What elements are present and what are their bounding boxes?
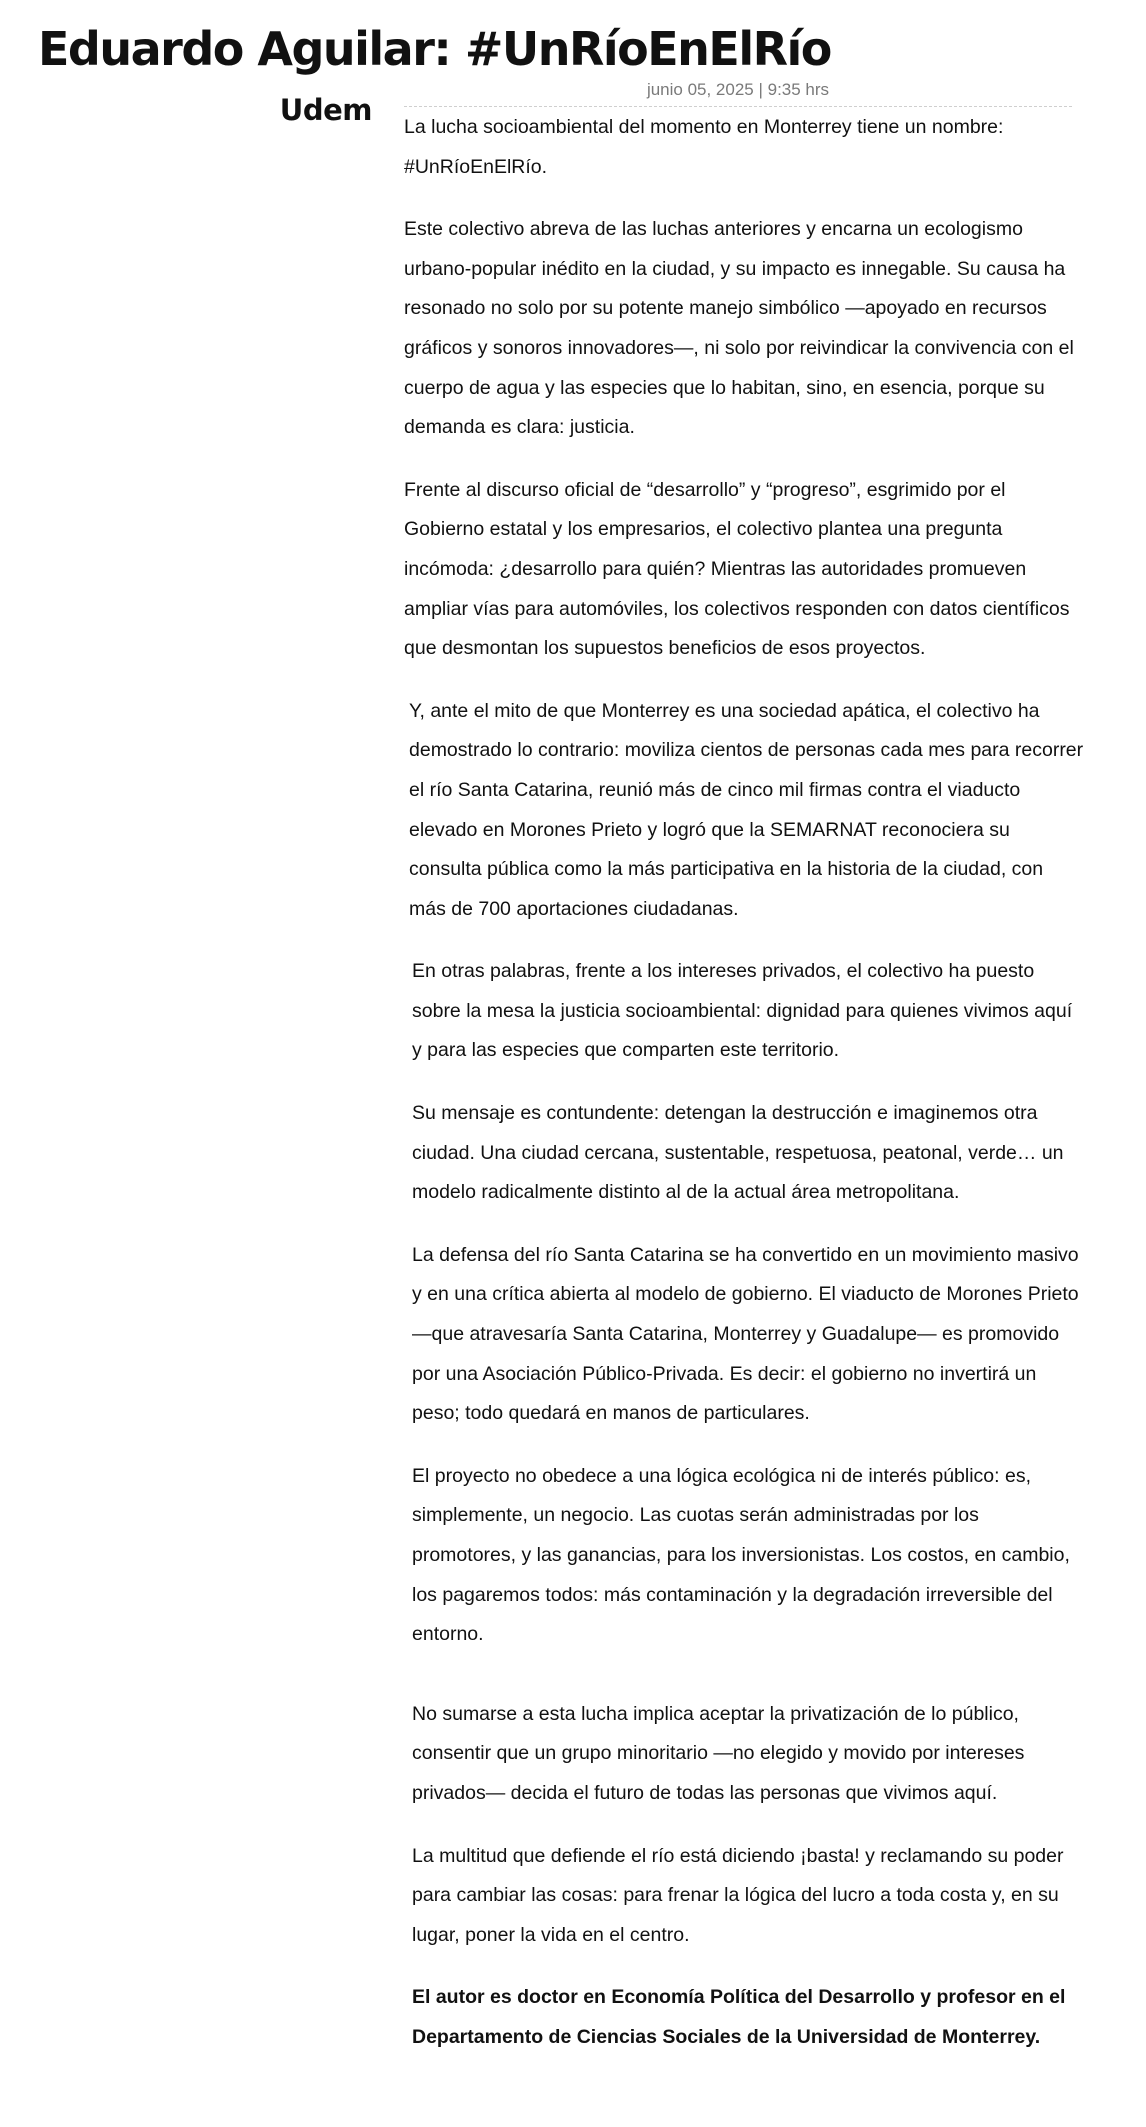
paragraph-2: Este colectivo abreva de las luchas anteriores y encarna un ecologismo urbano-popular inédito en la ciudad, y su impacto es innegable. Su causa ha resonado no solo por su potente manejo simbólico —apoyado en recursos gráficos y sonoros innovadores—, ni solo por reivindicar la convivencia con el cuerpo de agua y las especies que lo habitan, sino, en esencia, porque su demanda es clara: justicia. <box>404 218 1074 439</box>
paragraph-6: Su mensaje es contundente: detengan la destrucción e imaginemos otra ciudad. Una ciudad cercana, sustentable, respetuosa, peatonal, verde… un modelo radicalmente distinto al de la actual área metropolitana. <box>412 1102 1064 1204</box>
article-dateline: junio 05, 2025 | 9:35 hrs <box>404 80 1072 107</box>
paragraph-7: La defensa del río Santa Catarina se ha convertido en un movimiento masivo y en una crítica abierta al modelo de gobierno. El viaducto de Morones Prieto —que atravesaría Santa Catarina, Monterrey y Guadalupe— es promovido por una Asociación Público-Privada. Es decir: el gobierno no invertirá un peso; todo quedará en manos de particulares. <box>412 1243 1079 1425</box>
page-title: Eduardo Aguilar: #UnRíoEnElRío <box>38 22 831 76</box>
byline-source: Udem <box>279 93 372 127</box>
paragraph-3: Frente al discurso oficial de “desarrollo” y “progreso”, esgrimido por el Gobierno estatal y los empresarios, el colectivo plantea una pregunta incómoda: ¿desarrollo para quién? Mientras las autoridades promueven ampliar vías para automóviles, los colectivos responden con datos científicos que desmontan los supuestos beneficios de esos proyectos. <box>404 478 1070 660</box>
paragraph-5: En otras palabras, frente a los intereses privados, el colectivo ha puesto sobre la mesa la justicia socioambiental: dignidad para quienes vivimos aquí y para las especies que comparten este territorio. <box>412 960 1073 1062</box>
paragraph-1: La lucha socioambiental del momento en Monterrey tiene un nombre: #UnRíoEnElRío. <box>404 116 1004 178</box>
paragraph-4: Y, ante el mito de que Monterrey es una sociedad apática, el colectivo ha demostrado lo contrario: moviliza cientos de personas cada mes para recorrer el río Santa Catarina, reunió más de cinco mil firmas contra el viaducto elevado en Morones Prieto y logró que la SEMARNAT reconociera su consulta pública como la más participativa en la historia de la ciudad, con más de 700 aportaciones ciudadanas. <box>409 699 1084 920</box>
author-note: El autor es doctor en Economía Política del Desarrollo y profesor en el Departamento de Ciencias Sociales de la Universidad de Monterrey. <box>412 1986 1066 2048</box>
paragraph-10: La multitud que defiende el río está diciendo ¡basta! y reclamando su poder para cambiar las cosas: para frenar la lógica del lucro a toda costa y, en su lugar, poner la vida en el centro. <box>412 1844 1064 1946</box>
article-body <box>404 108 1084 2081</box>
paragraph-8: El proyecto no obedece a una lógica ecológica ni de interés público: es, simplemente, un negocio. Las cuotas serán administradas por los promotores, y las ganancias, para los inversionistas. Los costos, en cambio, los pagaremos todos: más contaminación y la degradación irreversible del entorno. <box>412 1464 1070 1646</box>
paragraph-9: No sumarse a esta lucha implica aceptar la privatización de lo público, consentir que un grupo minoritario —no elegido y movido por intereses privados— decida el futuro de todas las personas que vivimos aquí. <box>412 1702 1025 1804</box>
